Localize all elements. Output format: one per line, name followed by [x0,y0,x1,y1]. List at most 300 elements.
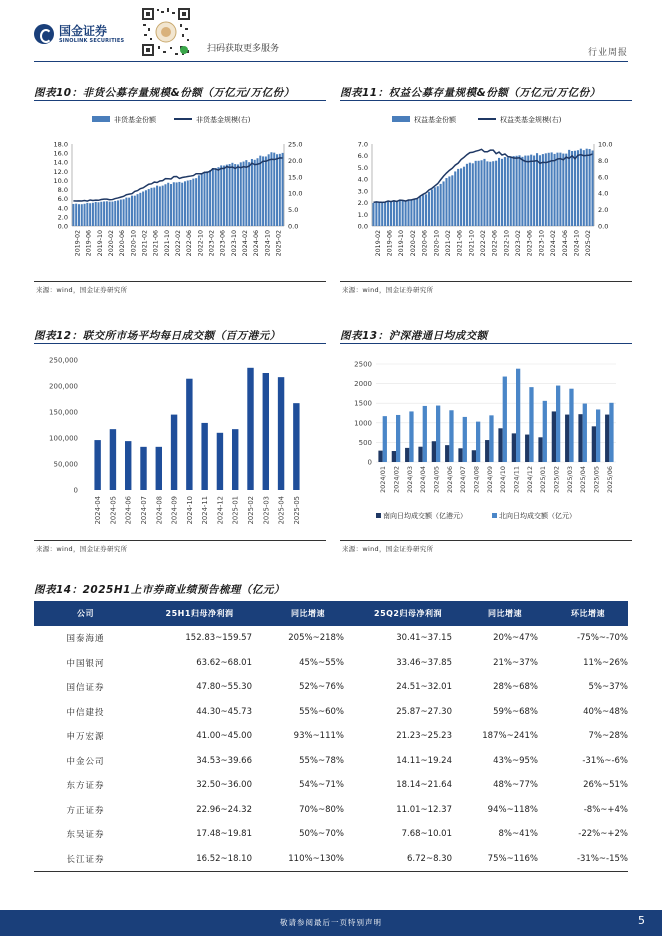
table-cell: 方正证券 [66,805,105,816]
bar-权益基金份额 [437,186,439,226]
x-tick-label: 2024-06 [253,230,261,257]
bar-权益基金份额 [486,161,488,226]
bar-权益基金份额 [454,171,456,226]
bar-非货基金份额 [279,154,281,226]
bar-权益基金份额 [551,152,553,226]
bar-非货基金份额 [192,179,194,226]
y-tick-label: 150,000 [49,408,78,417]
legend-label-line: 权益类基金规模(右) [500,116,562,124]
bar-2024-07 [140,447,146,490]
bar-南向日均成交额（亿港元）-2025/01 [538,437,542,462]
table-row [34,651,628,676]
table-cell: 中信建投 [66,707,105,718]
figure-13-bottom-rule [340,540,632,541]
bar-非货基金份额 [223,166,225,226]
bar-2024-11 [201,423,207,490]
bar-非货基金份额 [75,204,77,226]
table-cell: 东吴证券 [66,830,105,841]
bar-权益基金份额 [492,161,494,226]
table-row [34,822,628,847]
bar-权益基金份额 [513,156,515,226]
bar-权益基金份额 [498,158,500,226]
table-cell: 5%~37% [588,682,628,693]
bar-2024-10 [186,379,192,490]
table-cell: 东方证券 [66,781,105,792]
figure-10-title-rule [34,100,326,101]
bar-权益基金份额 [381,202,383,226]
table-cell: 长江证券 [34,847,137,872]
bar-2025-04 [278,377,284,490]
bar-权益基金份额 [396,201,398,226]
table-row [34,626,628,651]
col-h1-profit: 25H1归母净利润 [137,601,262,626]
logo-en-text: SINOLINK SECURITIES [59,37,125,44]
x-tick-label: 2020-10 [433,230,441,257]
bar-非货基金份额 [217,167,219,226]
bar-非货基金份额 [145,190,147,226]
table-cell: 申万宏源 [66,732,105,743]
y-tick-label: 200,000 [49,382,78,391]
x-tick-label: 2020-02 [108,230,116,257]
bar-非货基金份额 [103,201,105,226]
table-cell: -22%~+2% [578,829,628,840]
bar-权益基金份额 [434,187,436,226]
bar-南向日均成交额（亿港元）-2024/04 [418,447,422,462]
bar-非货基金份额 [164,184,166,226]
bar-南向日均成交额（亿港元）-2024/08 [472,450,476,462]
bar-2025-01 [232,429,238,490]
y-left-tick-label: 8.0 [57,186,68,195]
bar-权益基金份额 [469,163,471,226]
bar-非货基金份额 [181,183,183,226]
x-tick-label: 2022-10 [197,230,205,257]
table-cell: 国信证券 [66,683,105,694]
table-cell: 中金公司 [66,756,105,767]
bar-非货基金份额 [243,162,245,226]
bar-权益基金份额 [542,154,544,226]
page-number: 5 [638,914,645,927]
bar-南向日均成交额（亿港元）-2025/04 [578,414,582,462]
bar-非货基金份额 [153,188,155,226]
x-tick-label: 2023-10 [538,230,546,257]
x-tick-label: 2024/02 [392,466,401,494]
table-row [34,724,628,749]
bar-权益基金份额 [548,153,550,226]
y-right-tick-label: 8.0 [598,156,609,165]
y-tick-label: 1500 [354,399,372,408]
x-tick-label: 2024/01 [379,466,388,494]
header-divider [34,61,628,62]
x-tick-label: 2025/03 [565,466,574,494]
x-tick-label: 2019-10 [96,230,104,257]
y-right-tick-label: 5.0 [288,206,299,215]
bar-权益基金份额 [375,202,377,226]
y-left-tick-label: 18.0 [53,140,68,149]
bar-2024-09 [171,415,177,490]
x-tick-label: 2019-02 [74,230,82,257]
y-right-tick-label: 0.0 [598,222,609,231]
bar-非货基金份额 [106,201,108,226]
x-tick-label: 2024-10 [573,230,581,257]
bar-非货基金份额 [195,178,197,226]
legend-label-south: 南向日均成交额（亿港元） [383,512,467,520]
bar-权益基金份额 [580,149,582,226]
table-cell: 28%~68% [493,682,538,693]
bar-权益基金份额 [539,155,541,226]
table-cell: 40%~48% [583,706,628,717]
qr-code-icon[interactable] [140,6,192,58]
bar-非货基金份额 [151,188,153,226]
col-h1-yoy: 同比增速 [262,601,354,626]
bar-非货基金份额 [142,192,144,227]
bar-权益基金份额 [536,153,538,226]
bar-权益基金份额 [372,203,374,226]
bar-北向日均成交额（亿元）-2024/02 [396,415,400,462]
table-row [34,798,628,823]
bar-权益基金份额 [574,151,576,226]
y-tick-label: 0 [73,486,78,495]
bar-非货基金份额 [120,200,122,226]
bar-北向日均成交额（亿元）-2025/02 [556,386,560,462]
bar-非货基金份额 [220,165,222,226]
x-tick-label: 2019-06 [85,230,93,257]
table-cell: 59%~68% [493,706,538,717]
earnings-preview-table [34,601,628,872]
bar-权益基金份额 [410,199,412,226]
x-tick-label: 2021-02 [141,230,149,257]
y-tick-label: 2500 [354,360,372,369]
footer-disclaimer: 敬请参阅最后一页特别声明 [280,918,382,927]
bar-非货基金份额 [86,203,88,226]
bar-权益基金份额 [478,161,480,226]
x-tick-label: 2025/01 [539,466,548,494]
x-tick-label: 2023-06 [526,230,534,257]
table-cell: 94%~118% [487,804,538,815]
y-left-tick-label: 5.0 [357,163,368,172]
report-type-label: 行业周报 [587,48,628,58]
y-left-tick-label: 7.0 [357,140,368,149]
bar-北向日均成交额（亿元）-2024/05 [436,406,440,462]
bar-权益基金份额 [518,155,520,226]
bar-非货基金份额 [89,203,91,226]
bar-非货基金份额 [148,189,150,226]
table-cell: 43%~95% [493,755,538,766]
bar-权益基金份额 [428,192,430,226]
y-tick-label: 500 [358,438,372,447]
table-cell: 110%~130% [262,847,354,872]
bar-权益基金份额 [466,164,468,226]
bar-非货基金份额 [187,181,189,226]
bar-南向日均成交额（亿港元）-2024/11 [512,433,516,462]
col-q2-profit: 25Q2归母净利润 [354,601,462,626]
x-tick-label: 2020-10 [130,230,138,257]
y-tick-label: 100,000 [49,434,78,443]
logo-icon [34,24,54,44]
bar-2024-06 [125,441,131,490]
bar-权益基金份额 [463,167,465,226]
y-left-tick-label: 4.0 [57,204,68,213]
x-tick-label: 2024/04 [419,466,428,494]
bar-非货基金份额 [162,186,164,226]
x-tick-label: 2024/09 [485,466,494,494]
figure-12-title-rule [34,343,326,344]
bar-非货基金份额 [262,156,264,226]
x-tick-label: 2021-06 [456,230,464,257]
x-tick-label: 2024-09 [170,496,179,525]
bar-非货基金份额 [226,165,228,226]
table-cell: -8%~+4% [583,804,628,815]
x-tick-label: 2021-06 [152,230,160,257]
y-right-tick-label: 15.0 [288,173,303,182]
bar-权益基金份额 [504,157,506,226]
bar-权益基金份额 [527,156,529,226]
col-qoq: 环比增速 [548,601,628,626]
table-cell: -31%~-6% [582,755,628,766]
company-logo [34,24,124,44]
table-cell: 18.14~21.64 [396,780,452,791]
x-tick-label: 2025/02 [552,466,561,494]
bar-非货基金份额 [123,199,125,226]
table-cell: 152.83~159.57 [185,633,252,644]
table-cell: 20%~47% [493,633,538,644]
bar-北向日均成交额（亿元）-2024/04 [423,406,427,462]
y-tick-label: 0 [367,458,372,467]
legend-swatch-bar [392,116,410,122]
bar-北向日均成交额（亿元）-2025/04 [583,404,587,462]
bar-非货基金份额 [206,171,208,226]
x-tick-label: 2024-02 [550,230,558,257]
figure-13-source: 来源：wind，国金证券研究所 [342,545,434,553]
x-tick-label: 2020-02 [409,230,417,257]
x-tick-label: 2025-03 [262,496,271,525]
bar-非货基金份额 [273,153,275,226]
bar-权益基金份额 [399,201,401,226]
bar-非货基金份额 [251,159,253,226]
bar-权益基金份额 [448,176,450,226]
bar-非货基金份额 [167,183,169,226]
table-cell: 国泰海通 [66,634,105,645]
table-row [34,749,628,774]
x-tick-label: 2024/08 [472,466,481,494]
legend-swatch-bar [92,116,110,122]
table-cell: 7%~28% [588,731,628,742]
bar-非货基金份额 [84,204,86,226]
table-cell: 34.53~39.66 [196,755,252,766]
bar-权益基金份额 [530,155,532,226]
bar-非货基金份额 [100,202,102,226]
x-tick-label: 2024-10 [264,230,272,257]
bar-非货基金份额 [178,182,180,226]
figure-13-title-rule [340,343,632,344]
bar-权益基金份额 [431,189,433,226]
x-tick-label: 2019-02 [374,230,382,257]
table-cell: 47.80~55.30 [196,682,252,693]
bar-北向日均成交额（亿元）-2025/05 [596,409,600,462]
bar-南向日均成交额（亿港元）-2024/03 [405,448,409,462]
bar-权益基金份额 [533,156,535,226]
bar-南向日均成交额（亿港元）-2025/06 [605,415,609,462]
figure-14-title: 图表14：2025H1上市券商业绩预告梳理（亿元） [34,584,285,596]
y-tick-label: 1000 [354,419,372,428]
table-cell: 11.01~12.37 [396,804,452,815]
x-tick-label: 2024/10 [499,466,508,494]
bar-非货基金份额 [248,162,250,226]
bar-南向日均成交额（亿港元）-2024/09 [485,440,489,462]
bar-北向日均成交额（亿元）-2024/01 [383,416,387,462]
bar-权益基金份额 [472,163,474,226]
bar-权益基金份额 [387,202,389,226]
x-tick-label: 2024/05 [432,466,441,494]
x-tick-label: 2024-04 [94,496,103,525]
bar-非货基金份额 [117,200,119,226]
bar-权益基金份额 [480,160,482,226]
bar-非货基金份额 [212,168,214,226]
y-left-tick-label: 12.0 [53,167,68,176]
bar-非货基金份额 [257,158,259,226]
bar-非货基金份额 [131,196,133,226]
figure-11-title-rule [340,100,632,101]
x-tick-label: 2025/06 [605,466,614,494]
x-tick-label: 2019-06 [386,230,394,257]
chart-legend [92,115,251,124]
x-tick-label: 2024/07 [459,466,468,494]
table-cell: 30.41~37.15 [396,633,452,644]
table-cell: 7.68~10.01 [401,829,452,840]
figure-13-chart [340,350,632,538]
table-cell: 55%~78% [299,755,344,766]
bar-权益基金份额 [416,199,418,226]
x-tick-label: 2021-10 [468,230,476,257]
bar-非货基金份额 [173,182,175,226]
table-cell: 33.46~37.85 [396,657,452,668]
bar-南向日均成交额（亿港元）-2025/05 [592,426,596,462]
x-tick-label: 2024-05 [109,496,118,525]
bar-非货基金份额 [270,152,272,226]
figure-10-title: 图表10：非货公募存量规模&份额（万亿元/万亿份） [34,87,295,99]
bar-南向日均成交额（亿港元）-2024/01 [378,451,382,462]
bar-南向日均成交额（亿港元）-2024/10 [498,428,502,462]
bar-非货基金份额 [237,164,239,226]
bar-南向日均成交额（亿港元）-2025/03 [565,415,569,462]
table-row [34,675,628,700]
bar-非货基金份额 [95,202,97,226]
figure-12-bottom-rule [34,540,326,541]
table-cell: 21%~37% [493,657,538,668]
x-tick-label: 2020-06 [421,230,429,257]
bar-权益基金份额 [554,154,556,226]
table-cell: 25.87~27.30 [396,706,452,717]
x-tick-label: 2024-06 [124,496,133,525]
bar-北向日均成交额（亿元）-2025/01 [543,401,547,462]
bar-南向日均成交额（亿港元）-2024/02 [392,451,396,462]
y-right-tick-label: 2.0 [598,206,609,215]
bar-权益基金份额 [565,154,567,226]
bar-非货基金份额 [156,186,158,226]
bar-非货基金份额 [170,184,172,226]
x-tick-label: 2021-02 [444,230,452,257]
legend-swatch-north [492,513,497,518]
bar-非货基金份额 [209,170,211,226]
bar-北向日均成交额（亿元）-2024/08 [476,422,480,462]
bar-权益基金份额 [457,169,459,226]
bar-北向日均成交额（亿元）-2024/03 [409,411,413,462]
bar-非货基金份额 [198,175,200,226]
x-tick-label: 2025-01 [231,496,240,525]
table-cell: 24.51~32.01 [396,682,452,693]
y-tick-label: 50,000 [53,460,78,469]
bar-南向日均成交额（亿港元）-2024/12 [525,435,529,462]
figure-11-title: 图表11：权益公募存量规模&份额（万亿元/万亿份） [340,87,601,99]
bar-非货基金份额 [201,174,203,226]
figure-13-title: 图表13：沪深港通日均成交额 [340,330,488,342]
bar-北向日均成交额（亿元）-2025/06 [609,403,613,462]
x-tick-label: 2022-02 [480,230,487,257]
table-cell: 中国银河 [66,658,105,669]
bar-非货基金份额 [111,202,113,226]
bar-权益基金份额 [559,153,561,226]
bar-北向日均成交额（亿元）-2024/10 [503,377,507,462]
bar-北向日均成交额（亿元）-2024/07 [463,417,467,462]
bar-非货基金份额 [229,164,231,226]
bar-权益基金份额 [422,195,424,226]
table-cell: 54%~71% [299,780,344,791]
bar-权益基金份额 [489,162,491,226]
table-cell: 8%~41% [498,829,538,840]
x-tick-label: 2025/05 [592,466,601,494]
bar-非货基金份额 [137,194,139,226]
x-tick-label: 2022-02 [175,230,182,257]
y-left-tick-label: 6.0 [57,195,68,204]
bar-权益基金份额 [591,150,593,226]
x-tick-label: 2025-05 [292,496,301,525]
bar-权益基金份额 [419,197,421,226]
table-cell: -75%~-70% [576,633,628,644]
bar-2024-08 [156,447,162,490]
figure-10-source: 来源：wind，国金证券研究所 [36,286,128,294]
table-cell: 26%~51% [583,780,628,791]
bar-非货基金份额 [231,163,233,226]
table-cell: 93%~111% [293,731,344,742]
table-cell: 41.00~45.00 [196,731,252,742]
bar-南向日均成交额（亿港元）-2024/06 [445,445,449,462]
logo-cn-text: 国金证券 [59,23,108,38]
x-tick-label: 2024/11 [512,466,521,494]
x-tick-label: 2024-07 [140,496,148,525]
table-cell: -31%~-15% [548,847,628,872]
y-left-tick-label: 1.0 [357,210,368,219]
x-tick-label: 2023-06 [219,230,227,257]
legend-label-bar: 权益基金份额 [414,116,456,124]
bar-权益基金份额 [562,154,564,226]
y-left-tick-label: 14.0 [53,158,68,167]
bar-非货基金份额 [282,153,284,226]
table-cell: 75%~116% [462,847,548,872]
table-cell: 205%~218% [288,633,344,644]
legend-label-bar: 非货基金份额 [114,116,156,124]
bar-非货基金份额 [268,154,270,226]
x-tick-label: 2022-06 [186,230,194,257]
col-company: 公司 [34,601,137,626]
table-cell: 11%~26% [583,657,628,668]
y-left-tick-label: 0.0 [357,222,368,231]
bar-北向日均成交额（亿元）-2024/12 [529,387,533,462]
y-left-tick-label: 2.0 [57,213,68,222]
bar-权益基金份额 [407,200,409,226]
bar-非货基金份额 [259,156,261,226]
bar-非货基金份额 [184,181,186,226]
bar-权益基金份额 [568,150,570,226]
x-tick-label: 2024-11 [201,496,210,525]
